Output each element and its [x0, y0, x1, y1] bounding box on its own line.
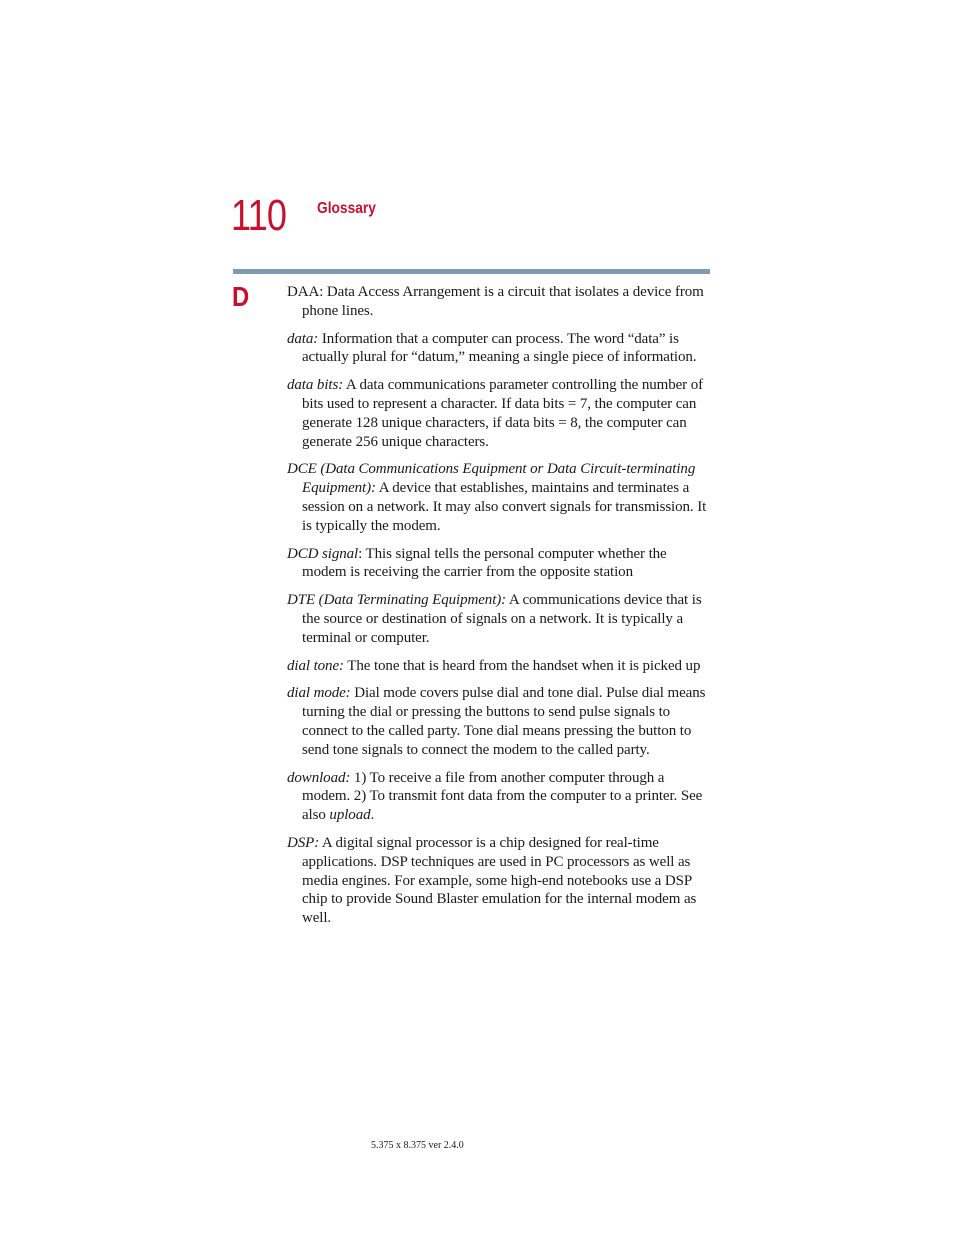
glossary-entry-dte — [287, 591, 709, 647]
entry-definition: Dial mode covers pulse dial and tone dial. Pulse dial means turning the dial or pressing the buttons to send pulse signals to connect to the called party. Tone dial means pressing the button to send tone signals to connect the modem to the called party. — [302, 685, 706, 758]
entry-term: DSP: — [287, 834, 320, 851]
glossary-entry-download — [287, 769, 709, 825]
version-footer: 5.375 x 8.375 ver 2.4.0 — [371, 1140, 464, 1151]
entry-definition: Information that a computer can process. The word “data” is actually plural for “datum,” meaning a single piece of information. — [302, 330, 697, 366]
entry-definition: : This signal tells the personal computer whether the modem is receiving the carrier from the opposite station — [302, 545, 667, 581]
entry-term: data bits: — [287, 377, 344, 394]
entry-definition: A data communications parameter controlling the number of bits used to represent a character. If data bits = 7, the computer can generate 128 unique characters, if data bits = 8, the computer can generate 256 unique characters. — [302, 377, 704, 450]
glossary-entry-dial-mode — [287, 684, 709, 759]
glossary-entry-dsp — [287, 834, 709, 928]
glossary-entry-daa — [287, 283, 709, 321]
entry-definition: A communications device that is the source or destination of signals on a network. It is typically a terminal or computer. — [302, 592, 702, 646]
entry-definition: The tone that is heard from the handset when it is picked up — [343, 657, 701, 674]
cross-reference-upload: upload — [329, 807, 371, 824]
entry-definition: A digital signal processor is a chip designed for real-time applications. DSP techniques are used in PC processors as well as media engines. For example, some high-end notebooks use a DSP chip to provide Sound Blaster emulation for the internal modem as well. — [302, 834, 697, 927]
entry-definition-end: . — [370, 807, 375, 824]
entry-term: dial mode: — [287, 685, 351, 702]
glossary-entry-dcd-signal — [287, 545, 709, 583]
glossary-entry-dial-tone — [287, 657, 709, 676]
entry-term: download: — [287, 769, 351, 786]
entry-definition: 1) To receive a file from another computer through a modem. 2) To transmit font data from the computer to a printer. See also — [302, 769, 703, 824]
entry-definition: DAA: Data Access Arrangement is a circuit that isolates a device from phone lines. — [287, 284, 704, 319]
entry-term: dial tone: — [287, 657, 344, 674]
entry-definition: A device that establishes, maintains and terminates a session on a network. It may also convert signals for transmission. It is typically the modem. — [302, 480, 707, 534]
entry-term: DCD signal — [287, 545, 359, 562]
entry-term: data: — [287, 330, 319, 347]
entry-term: DTE (Data Terminating Equipment): — [287, 592, 507, 609]
entry-term: DCE (Data Communications Equipment or Data Circuit-terminating Equipment): — [287, 461, 696, 497]
glossary-entries — [287, 283, 709, 937]
section-divider — [233, 269, 710, 274]
section-title: Glossary — [317, 200, 376, 217]
glossary-entry-data-bits — [287, 376, 709, 451]
glossary-entry-dce — [287, 460, 709, 535]
section-letter: D — [232, 281, 250, 312]
page-number: 110 — [231, 191, 287, 240]
glossary-entry-data — [287, 330, 709, 368]
